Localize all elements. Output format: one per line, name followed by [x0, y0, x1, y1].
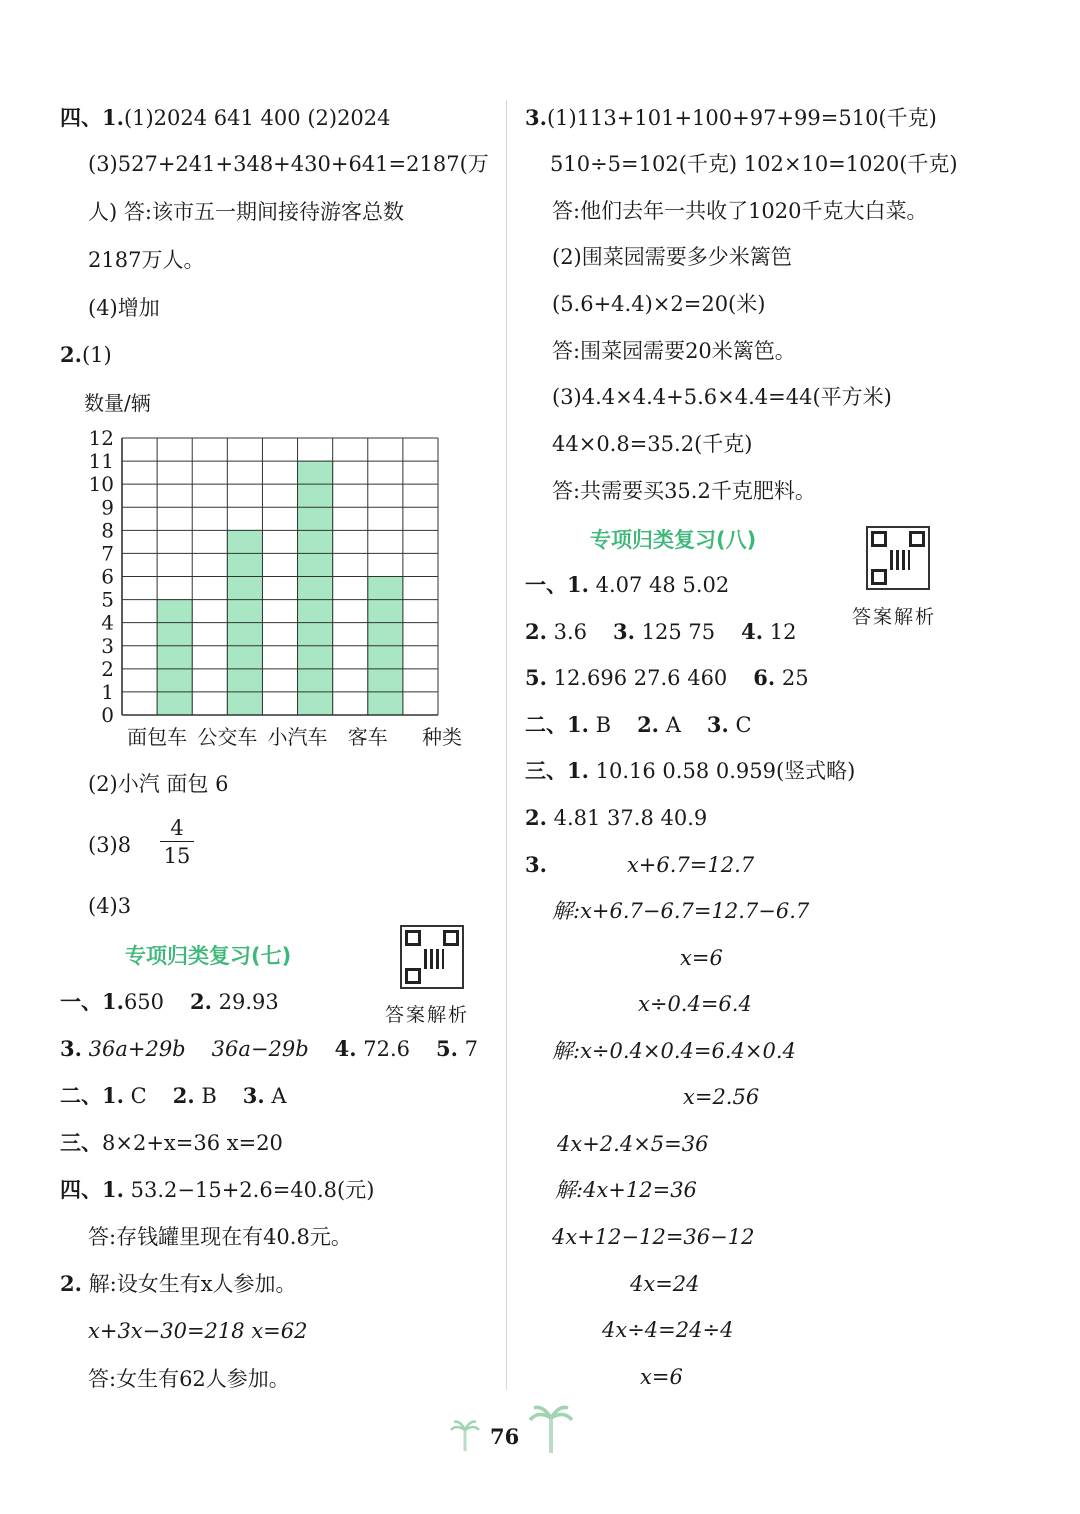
- s8-line-11: 解:x÷0.4×0.4=6.4×0.4: [552, 1039, 796, 1063]
- s8-line-5: 三、1. 10.16 0.58 0.959(竖式略): [525, 758, 856, 783]
- q4-1-4-line: (4)增加: [88, 296, 160, 320]
- s8-line-16: 4x=24: [630, 1272, 700, 1296]
- q4-1-line: 四、1.(1)2024 641 400 (2)2024: [60, 105, 391, 130]
- s7-line-6: 答:存钱罐里现在有40.8元。: [88, 1225, 352, 1249]
- palm-tree-icon: [528, 1404, 574, 1454]
- s8-line-10: x÷0.4=6.4: [638, 992, 752, 1016]
- r-line-1: 3.(1)113+101+100+97+99=510(千克): [525, 105, 937, 130]
- r-line-7: (3)4.4×4.4+5.6×4.4=44(平方米): [552, 385, 892, 409]
- q4-1-3-line-b: 人) 答:该市五一期间接待游客总数: [88, 200, 404, 224]
- qr-code-icon[interactable]: [400, 925, 464, 989]
- r-line-9: 答:共需要买35.2千克肥料。: [552, 479, 816, 503]
- column-divider: [506, 100, 507, 1390]
- s7-line-1: 一、1.650 2. 29.93: [60, 989, 279, 1014]
- s7-line-3: 二、1. C 2. B 3. A: [60, 1083, 287, 1108]
- x-category-label: 公交车: [197, 725, 258, 749]
- y-tick-label: 8: [101, 518, 114, 543]
- s7-line-2: 3. 36a+29b 36a−29b 4. 72.6 5. 7: [60, 1036, 479, 1061]
- y-tick-label: 12: [88, 426, 114, 450]
- section-8-title: 专项归类复习(八): [590, 528, 757, 552]
- s8-line-1: 一、1. 4.07 48 5.02: [525, 572, 730, 597]
- x-category-label: 客车: [347, 725, 388, 749]
- s7-line-4: 三、8×2+x=36 x=20: [60, 1130, 283, 1155]
- y-tick-label: 10: [88, 472, 114, 497]
- y-tick-label: 9: [101, 495, 114, 520]
- y-axis-label: 数量/辆: [84, 391, 151, 415]
- s8-line-2: 2. 3.6 3. 125 75 4. 12: [525, 619, 797, 644]
- s8-line-3: 5. 12.696 27.6 460 6. 25: [525, 665, 809, 690]
- y-tick-label: 1: [101, 679, 114, 704]
- s8-line-9: x=6: [680, 946, 723, 970]
- r-line-6: 答:围菜园需要20米篱笆。: [552, 339, 796, 363]
- bar-chart: [80, 390, 480, 760]
- s8-line-7: 3. x+6.7=12.7: [525, 852, 755, 877]
- s8-line-8: 解:x+6.7−6.7=12.7−6.7: [552, 899, 810, 923]
- s8-line-12: x=2.56: [683, 1085, 760, 1109]
- y-tick-label: 0: [101, 703, 114, 727]
- x-category-label: 面包车: [127, 725, 188, 749]
- r-line-2: 510÷5=102(千克) 102×10=1020(千克): [550, 152, 958, 176]
- x-axis-label: 种类: [422, 725, 462, 749]
- q2-1-line: 2.(1): [60, 342, 112, 367]
- r-line-4: (2)围菜园需要多少米篱笆: [552, 245, 792, 269]
- q4-1-3-line-a: (3)527+241+348+430+641=2187(万: [88, 152, 489, 176]
- s7-line-9: 答:女生有62人参加。: [88, 1367, 290, 1391]
- s7-line-8: x+3x−30=218 x=62: [88, 1319, 308, 1343]
- y-tick-label: 2: [101, 656, 114, 681]
- bar-面包车: [157, 600, 192, 715]
- q2-3-prefix: (3)8: [88, 833, 132, 857]
- s8-line-13: 4x+2.4×5=36: [557, 1132, 709, 1156]
- r-line-3: 答:他们去年一共收了1020千克大白菜。: [552, 199, 928, 223]
- q2-2-line: (2)小汽 面包 6: [88, 772, 229, 796]
- r-line-5: (5.6+4.4)×2=20(米): [552, 292, 766, 316]
- qr-code-icon[interactable]: [866, 526, 930, 590]
- s8-line-6: 2. 4.81 37.8 40.9: [525, 805, 708, 830]
- y-tick-label: 4: [101, 610, 114, 635]
- s7-line-7: 2. 解:设女生有x人参加。: [60, 1271, 297, 1296]
- y-tick-label: 6: [101, 564, 114, 589]
- section-8-qr-label: 答案解析: [852, 606, 937, 628]
- page-number: 76: [490, 1424, 520, 1449]
- s8-line-4: 二、1. B 2. A 3. C: [525, 712, 752, 737]
- s7-line-5: 四、1. 53.2−15+2.6=40.8(元): [60, 1177, 375, 1202]
- y-tick-label: 7: [101, 541, 114, 566]
- y-tick-label: 11: [88, 449, 114, 474]
- y-tick-label: 5: [101, 587, 114, 612]
- bar-小汽车: [298, 461, 333, 715]
- x-category-label: 小汽车: [267, 725, 328, 749]
- fraction-denominator: 15: [163, 844, 191, 868]
- section-7-title: 专项归类复习(七): [125, 944, 292, 968]
- s8-line-18: x=6: [640, 1365, 683, 1389]
- s8-line-14: 解:4x+12=36: [555, 1178, 697, 1202]
- section-7-qr-label: 答案解析: [385, 1004, 470, 1026]
- fraction: [160, 815, 194, 870]
- s8-line-15: 4x+12−12=36−12: [552, 1225, 755, 1249]
- q4-1-3-line-c: 2187万人。: [88, 248, 205, 272]
- palm-tree-icon: [450, 1418, 480, 1452]
- q2-4-line: (4)3: [88, 894, 132, 918]
- s8-line-17: 4x÷4=24÷4: [602, 1318, 734, 1342]
- fraction-numerator: 4: [160, 815, 194, 842]
- y-tick-label: 3: [101, 633, 114, 658]
- r-line-8: 44×0.8=35.2(千克): [552, 432, 753, 456]
